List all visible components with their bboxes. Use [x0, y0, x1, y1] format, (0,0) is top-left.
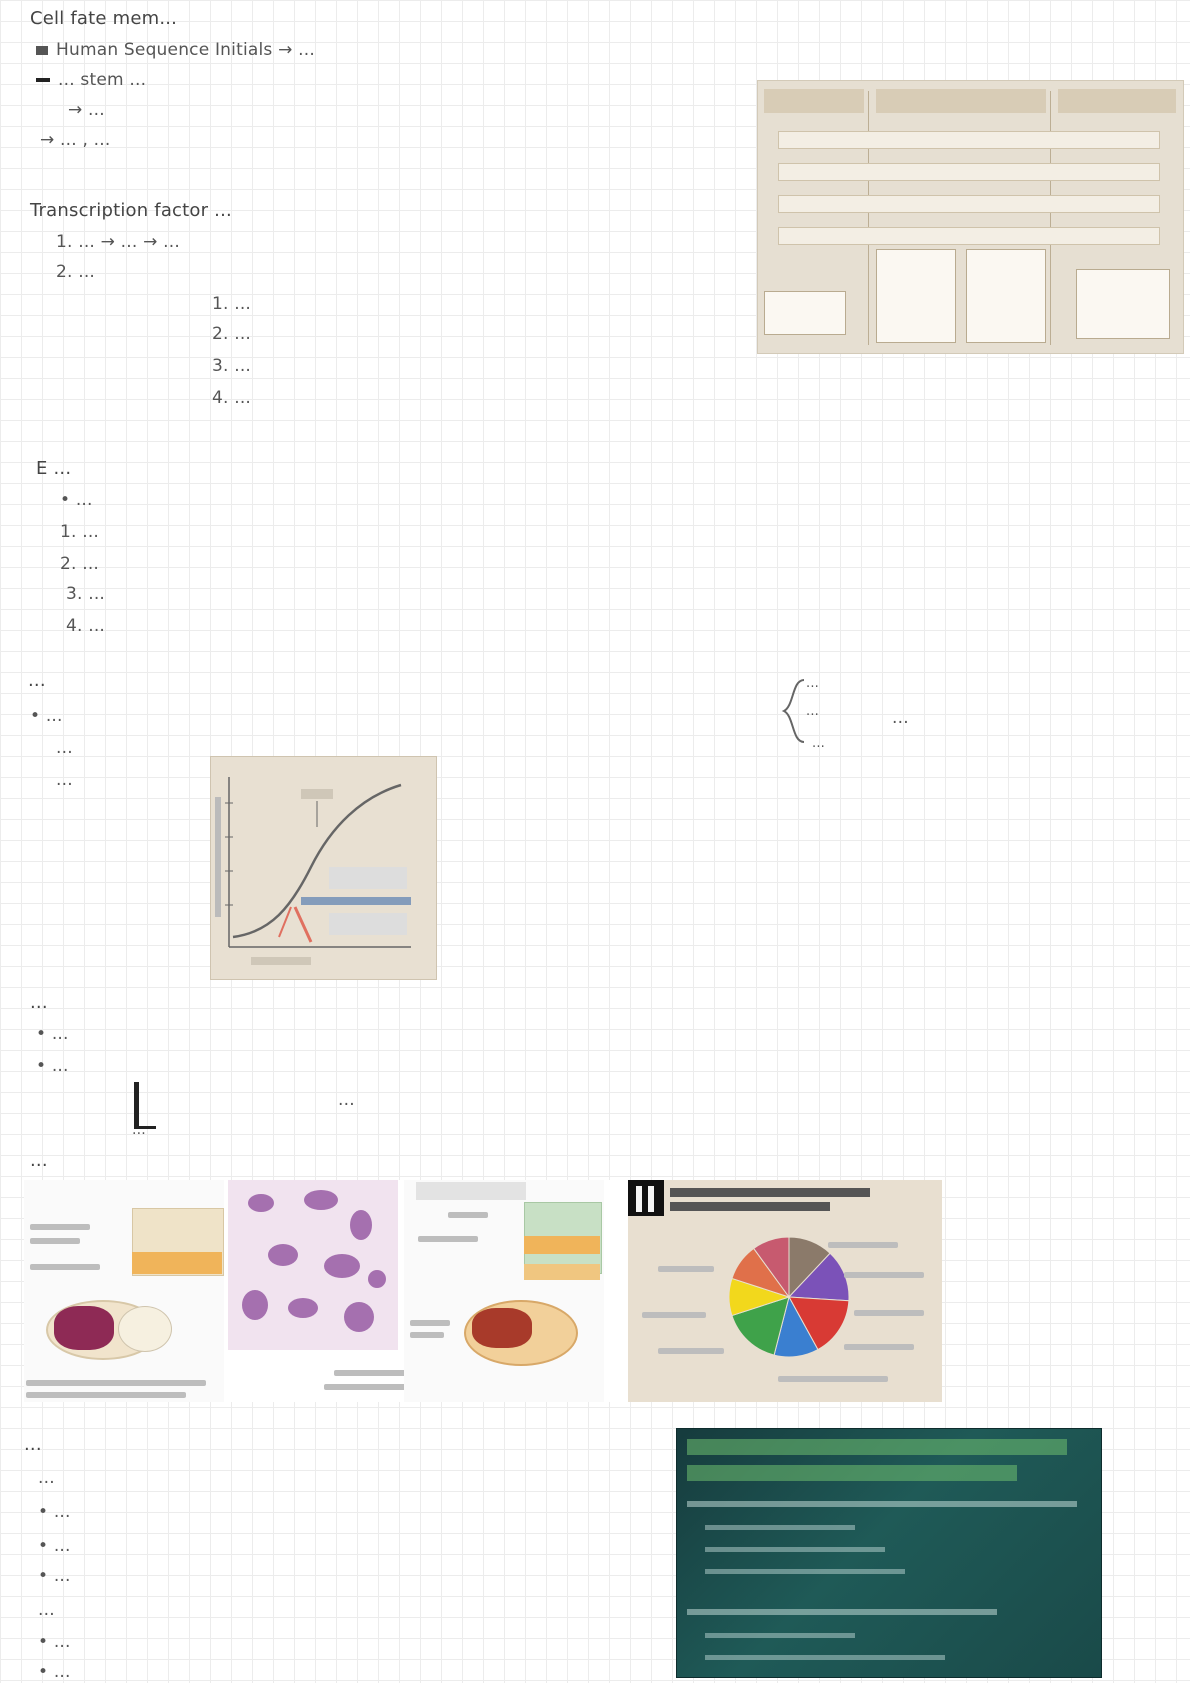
note-line: 2. ... — [56, 262, 96, 282]
side-note: ... — [806, 676, 819, 691]
note-line: • ... — [30, 706, 63, 726]
note-line: 1. ... — [60, 522, 100, 542]
curve-figure — [210, 756, 437, 980]
note-line: ... — [38, 1468, 55, 1488]
note-line: Human Sequence Initials → ... — [36, 40, 315, 60]
note-line: 4. ... — [212, 388, 252, 408]
section-heading: Cell fate mem... — [30, 8, 178, 29]
note-line: • ... — [38, 1566, 71, 1586]
side-note: ... — [812, 736, 825, 751]
cell-illustration — [24, 1180, 224, 1402]
note-line: ... — [38, 1600, 55, 1620]
note-line: 1. ... → ... → ... — [56, 232, 180, 252]
section-heading: Transcription factor ... — [30, 200, 232, 221]
side-note: ... — [892, 708, 909, 728]
section-heading: ... — [30, 992, 48, 1013]
tissue-collage — [24, 1180, 942, 1402]
pie-chart-figure — [628, 1180, 942, 1402]
section-heading: E ... — [36, 458, 72, 479]
note-line: 3. ... — [212, 356, 252, 376]
note-line: ... — [56, 770, 73, 790]
section-heading: ... — [30, 1150, 48, 1171]
note-line: ... stem ... — [36, 70, 146, 90]
note-line: ... — [132, 1122, 146, 1138]
note-line: 1. ... — [212, 294, 252, 314]
presentation-slide — [676, 1428, 1102, 1678]
note-line: • ... — [36, 1024, 69, 1044]
note-line: ... — [56, 738, 73, 758]
note-line: • ... — [38, 1632, 71, 1652]
table-figure — [757, 80, 1184, 354]
section-heading: ... — [28, 670, 46, 691]
note-line: • ... — [38, 1662, 71, 1682]
note-line: • ... — [38, 1536, 71, 1556]
note-line: 4. ... — [66, 616, 106, 636]
section-heading: ... — [24, 1434, 42, 1455]
note-line: → ... , ... — [40, 130, 111, 150]
note-line: • ... — [36, 1056, 69, 1076]
note-line: • ... — [60, 490, 93, 510]
pie-chart — [724, 1232, 854, 1362]
cell-illustration — [404, 1180, 604, 1402]
note-line: 3. ... — [66, 584, 106, 604]
note-line: ... — [338, 1090, 355, 1110]
dash-icon — [36, 78, 50, 82]
histology-image — [228, 1180, 398, 1350]
note-line: 2. ... — [60, 554, 100, 574]
note-line: 2. ... — [212, 324, 252, 344]
note-line: • ... — [38, 1502, 71, 1522]
curve-chart — [211, 757, 436, 979]
side-note: ... — [806, 704, 819, 719]
bullet-icon — [36, 46, 48, 55]
note-line: → ... — [68, 100, 105, 120]
brace-icon — [778, 676, 808, 746]
